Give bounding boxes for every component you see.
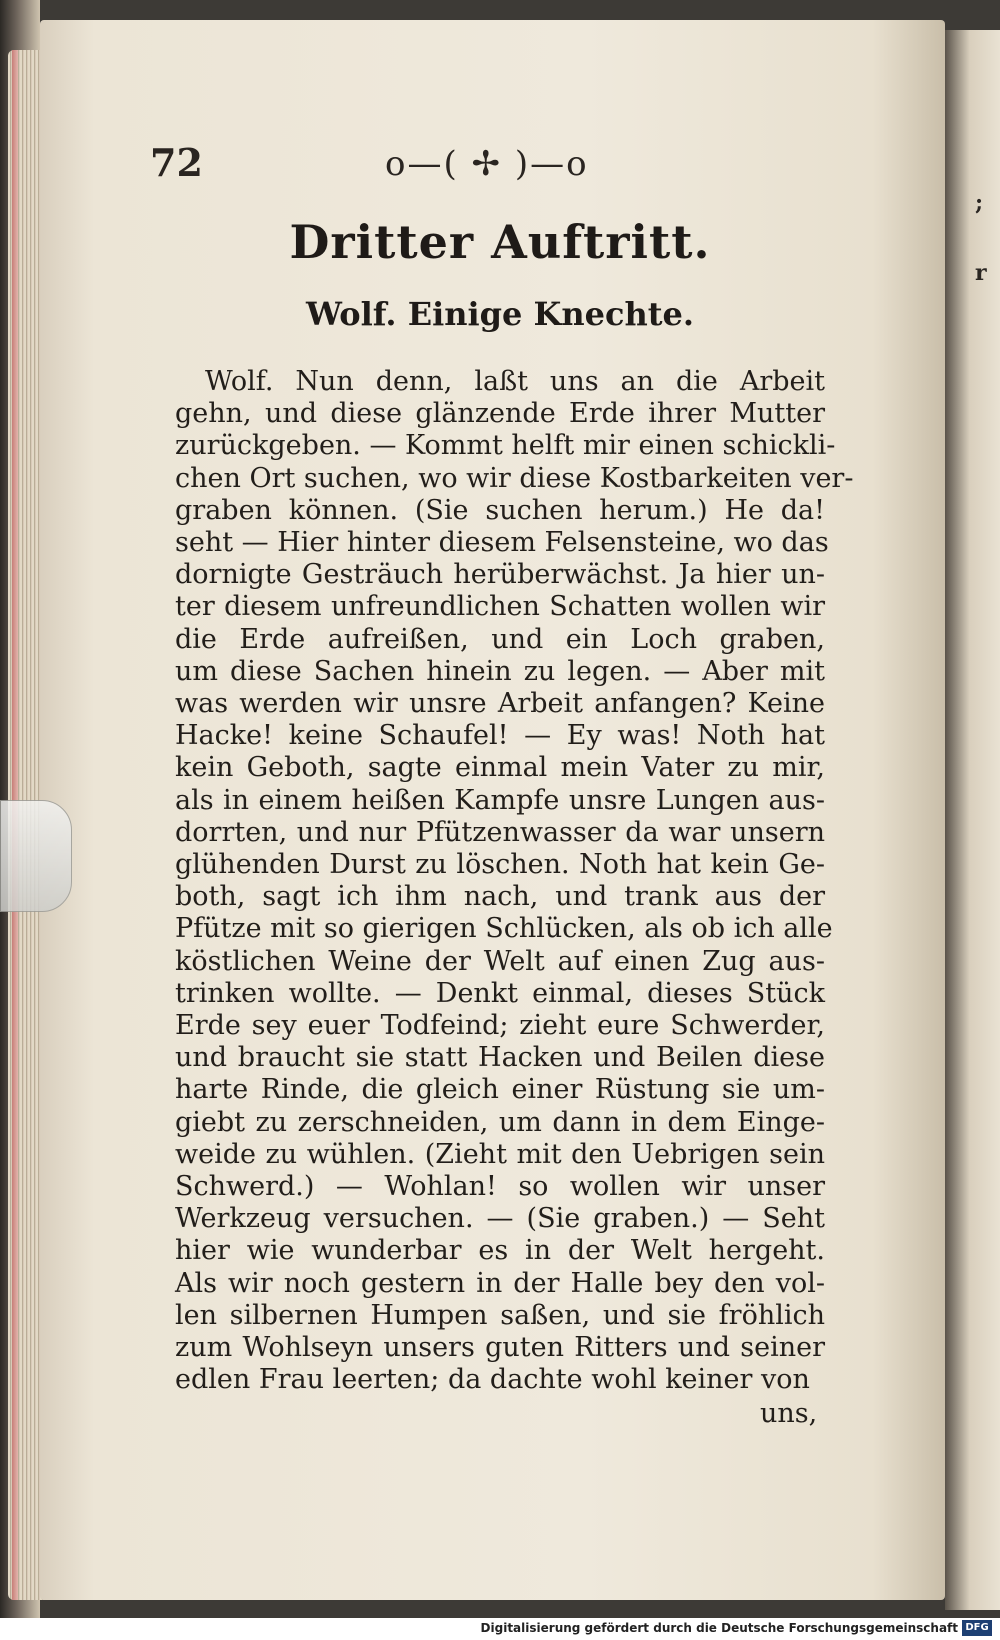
text-line: harte Rinde, die gleich einer Rüstung sie um- — [175, 1074, 825, 1106]
text-line: was werden wir unsre Arbeit anfangen? Keine — [175, 688, 825, 720]
text-line: graben können. (Sie suchen herum.) He da! — [175, 494, 825, 526]
header-ornament: o—( ✢ )—o — [385, 144, 589, 184]
text-line: len silbernen Humpen saßen, und sie fröhlich — [175, 1299, 825, 1331]
text-line: köstlichen Weine der Welt auf einen Zug aus- — [175, 945, 825, 977]
text-line: die Erde aufreißen, und ein Loch graben, — [175, 623, 825, 655]
page-header — [150, 140, 850, 200]
catchword: uns, — [760, 1398, 818, 1429]
body-text — [175, 366, 854, 1397]
text-line: zurückgeben. — Kommt helft mir einen schickli- — [175, 430, 836, 462]
text-line: um diese Sachen hinein zu legen. — Aber mit — [175, 655, 825, 687]
text-line: Pfütze mit so gierigen Schlücken, als ob ich alle — [175, 913, 833, 945]
text-line: ter diesem unfreundlichen Schatten wollen wir — [175, 591, 825, 623]
text-line: Als wir noch gestern in der Halle bey den vol- — [175, 1267, 825, 1299]
text-line: weide zu wühlen. (Zieht mit den Uebrigen sein — [175, 1138, 825, 1170]
text-line: trinken wollte. — Denkt einmal, dieses Stück — [175, 977, 825, 1009]
text-line: seht — Hier hinter diesem Felsensteine, wo das — [175, 527, 829, 559]
text-line: both, sagt ich ihm nach, und trank aus der — [175, 881, 825, 913]
scene-title: Dritter Auftritt. — [289, 215, 711, 269]
text-line: und braucht sie statt Hacken und Beilen diese — [175, 1042, 825, 1074]
text-line: Wolf. Nun denn, laßt uns an die Arbeit — [205, 366, 825, 397]
text-line: als in einem heißen Kampfe unsre Lungen aus- — [175, 784, 825, 816]
facing-page-fragment: r — [975, 260, 987, 286]
text-line: zum Wohlseyn unsers guten Ritters und seiner — [175, 1332, 825, 1364]
text-line: gehn, und diese glänzende Erde ihrer Mutter — [175, 398, 825, 430]
footer-credit: Digitalisierung gefördert durch die Deutsche Forschungsgemeinschaft — [480, 1621, 958, 1635]
text-line: giebt zu zerschneiden, um dann in dem Einge- — [175, 1106, 825, 1138]
text-line: Erde sey euer Todfeind; zieht eure Schwerder, — [175, 1010, 825, 1042]
text-line: dornigte Gesträuch herüberwächst. Ja hier un- — [175, 559, 825, 591]
text-line: glühenden Durst zu löschen. Noth hat kein Ge- — [175, 849, 825, 881]
page-number: 72 — [150, 140, 203, 185]
dfg-logo: DFG — [962, 1620, 992, 1636]
text-line: kein Geboth, sagte einmal mein Vater zu mir, — [175, 752, 825, 784]
text-line: edlen Frau leerten; da dachte wohl keiner von — [175, 1364, 810, 1396]
facing-page-fragment: ; — [975, 190, 984, 216]
text-line: hier wie wunderbar es in der Welt hergeht. — [175, 1235, 825, 1267]
page-clip — [0, 800, 72, 912]
text-line: Hacke! keine Schaufel! — Ey was! Noth hat — [175, 720, 825, 752]
text-line: Schwerd.) — Wohlan! so wollen wir unser — [175, 1171, 825, 1203]
text-line: Werkzeug versuchen. — (Sie graben.) — Seht — [175, 1203, 825, 1235]
footer-bar — [0, 1618, 1000, 1640]
text-line: chen Ort suchen, wo wir diese Kostbarkeiten ver- — [175, 462, 854, 494]
text-line: dorrten, und nur Pfützenwasser da war unsern — [175, 816, 825, 848]
cast-list: Wolf. Einige Knechte. — [305, 295, 695, 333]
